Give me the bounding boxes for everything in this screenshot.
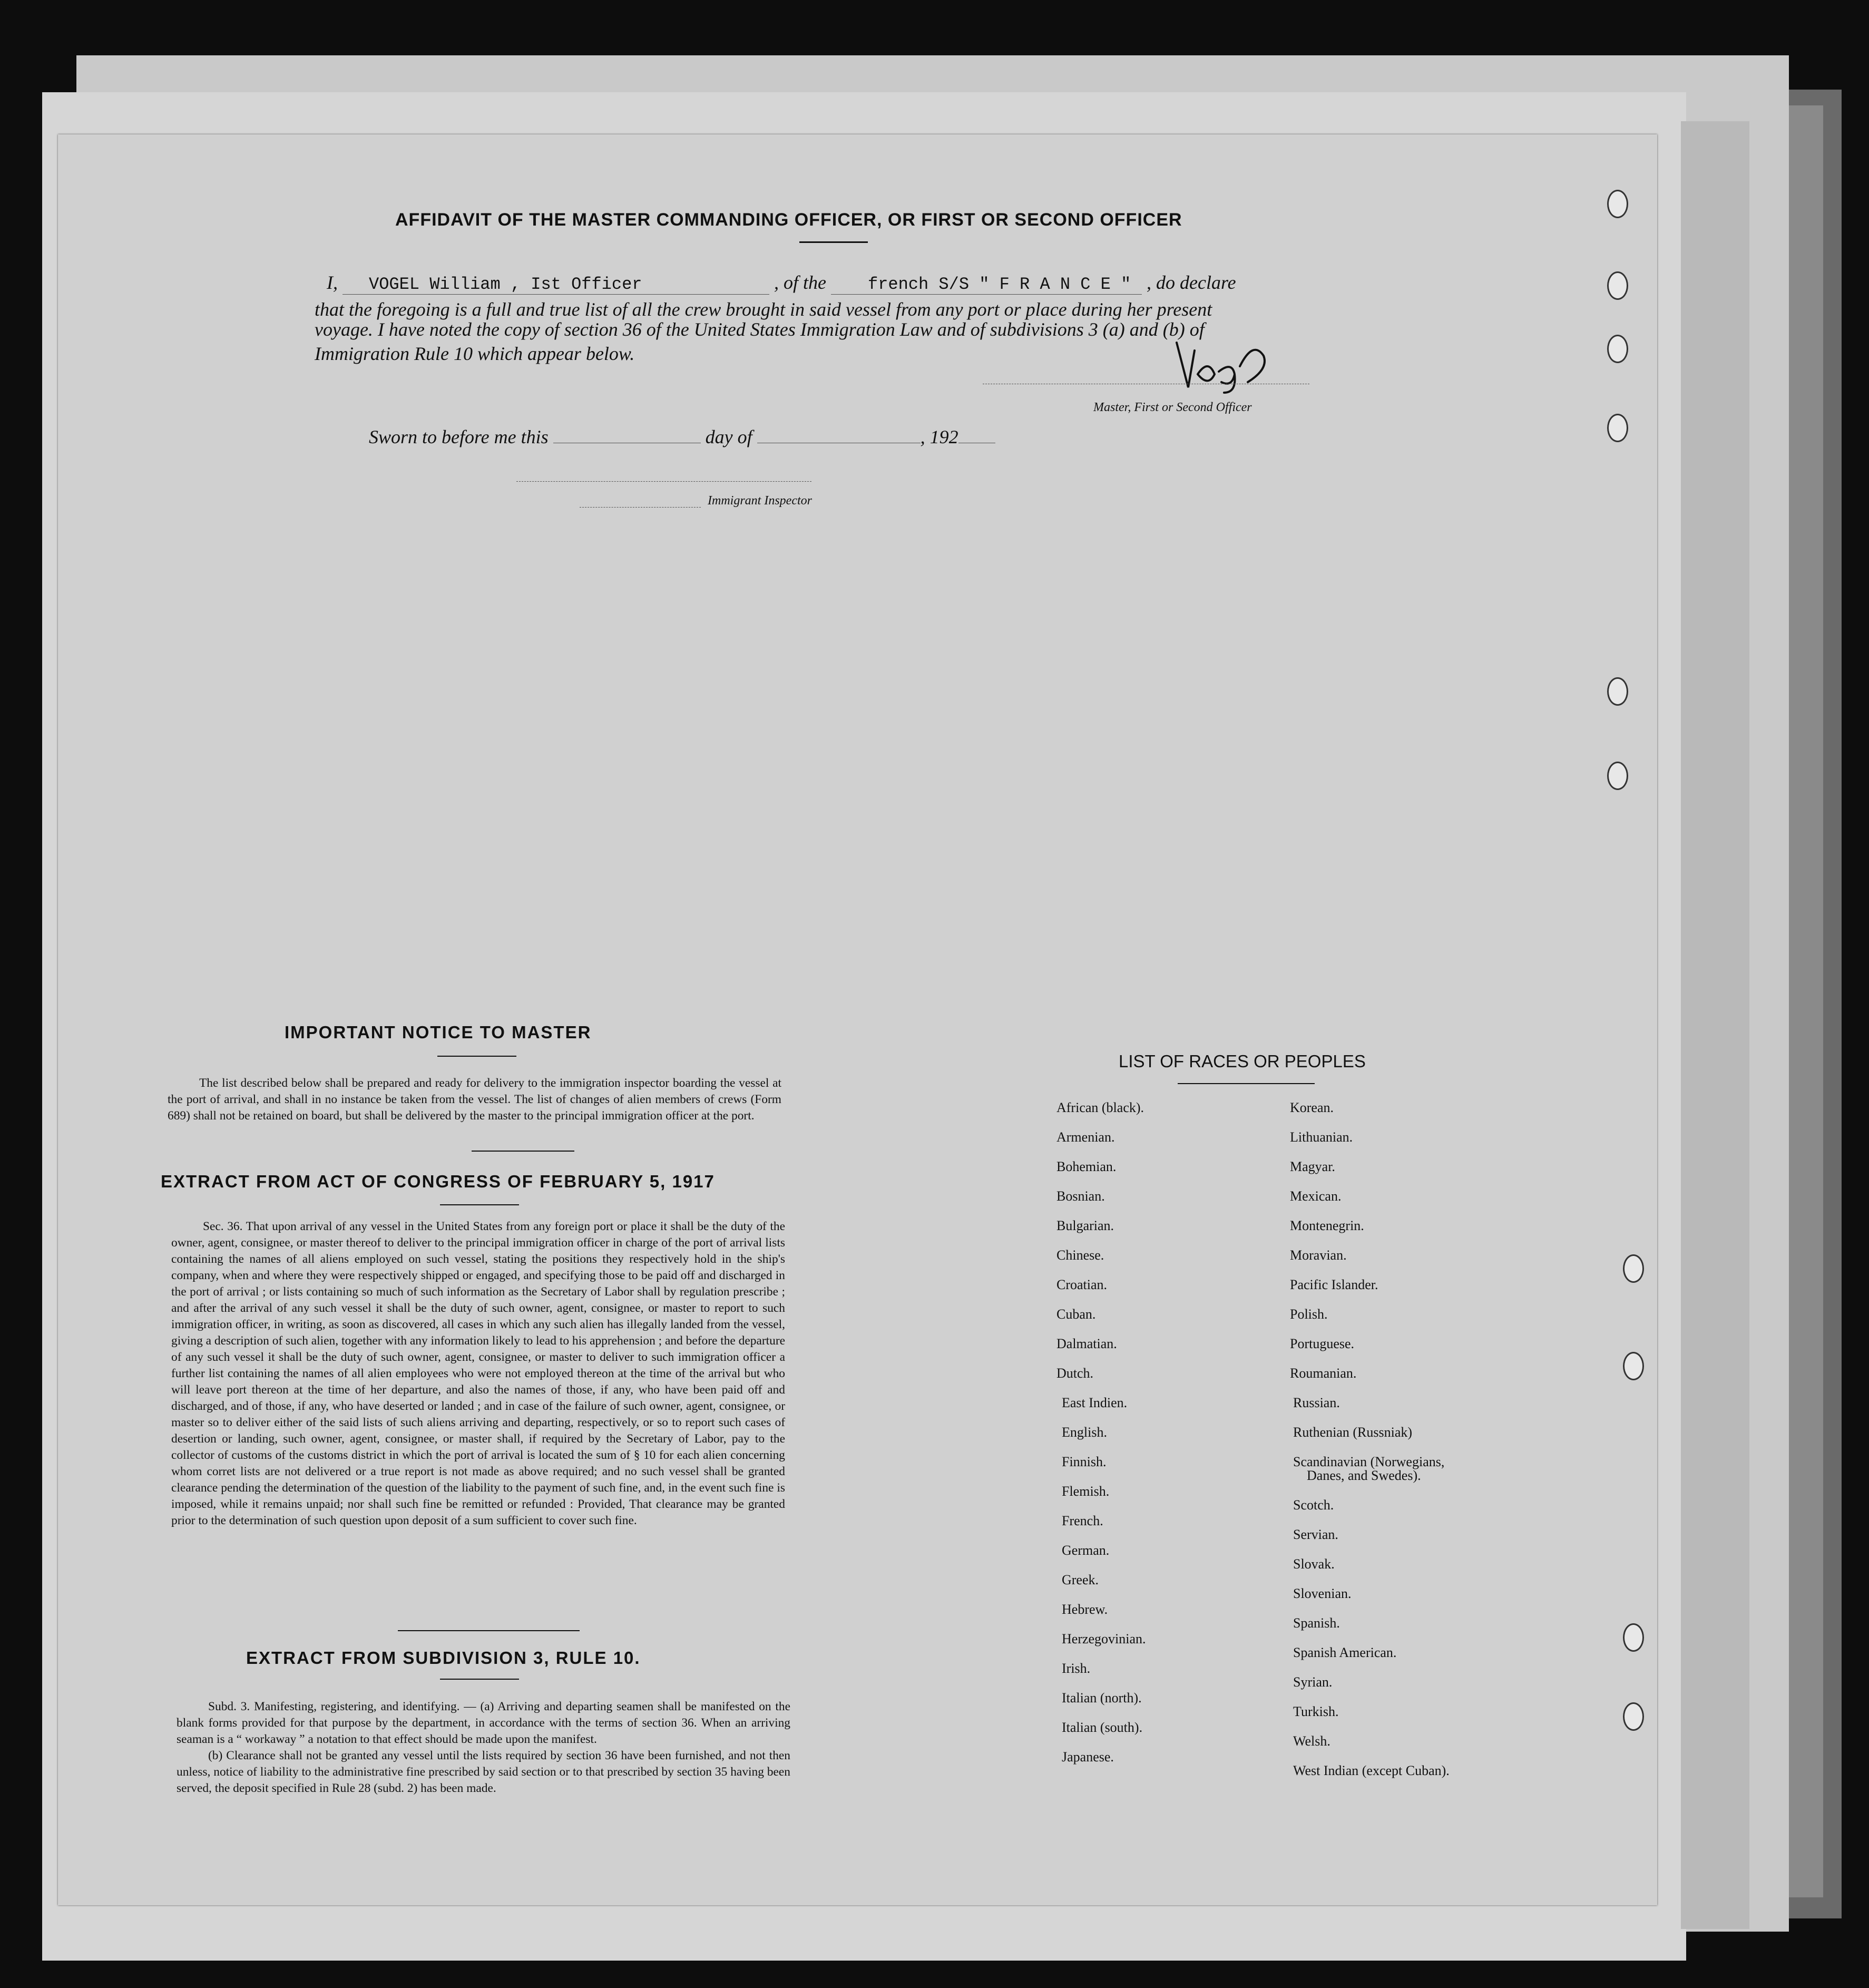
binder-hole <box>1623 1623 1644 1652</box>
notice-title: IMPORTANT NOTICE TO MASTER <box>285 1022 592 1042</box>
race-item: Hebrew. <box>1062 1602 1108 1617</box>
race-item: Croatian. <box>1056 1277 1108 1292</box>
race-item: Irish. <box>1062 1661 1091 1676</box>
notice-paragraph: The list described below shall be prepared and ready for delivery to the immigration inspector boarding the vessel at the port of arrival, and shall in no instance be taken from the vessel. The list of changes of alien members of crews (Form 689) shall not be retained on board, but shall be delivered by the master to the principal immigration officer at the port. <box>168 1076 781 1123</box>
race-item: Japanese. <box>1062 1749 1114 1765</box>
race-item: Spanish. <box>1293 1615 1340 1631</box>
binder-hole <box>1607 762 1628 790</box>
notice-end-rule <box>472 1151 574 1152</box>
declaration-line-2: that the foregoing is a full and true list of all the crew brought in said vessel from any port or place during her present <box>315 299 1212 320</box>
race-item: Syrian. <box>1293 1674 1333 1690</box>
declaration-i: I, <box>327 272 338 293</box>
binder-hole <box>1623 1352 1644 1380</box>
race-item: German. <box>1062 1543 1110 1558</box>
race-item: Greek. <box>1062 1572 1099 1587</box>
binder-hole <box>1607 190 1628 218</box>
race-item: Portuguese. <box>1290 1336 1355 1351</box>
sworn-line <box>369 426 995 448</box>
act-rule <box>440 1204 519 1205</box>
act-title: EXTRACT FROM ACT OF CONGRESS OF FEBRUARY 5, 1917 <box>161 1172 715 1191</box>
act-end-rule <box>398 1630 580 1631</box>
race-item: Welsh. <box>1293 1733 1330 1749</box>
title-rule <box>799 241 868 243</box>
inspector-signature-line <box>516 481 811 482</box>
race-item: Italian (south). <box>1062 1720 1143 1735</box>
race-item: West Indian (except Cuban). <box>1293 1763 1450 1778</box>
race-item: Spanish American. <box>1293 1645 1397 1660</box>
race-item: Dutch. <box>1056 1366 1094 1381</box>
binder-hole <box>1607 335 1628 363</box>
race-item: Bosnian. <box>1056 1188 1105 1204</box>
race-item: Chinese. <box>1056 1248 1104 1263</box>
vessel-name: french S/S " F R A N C E " <box>831 275 1142 295</box>
back-page-edge <box>1681 121 1749 1929</box>
year-label: , 192 <box>920 426 958 447</box>
binder-hole <box>1623 1702 1644 1731</box>
race-item: Bulgarian. <box>1056 1218 1114 1233</box>
binder-hole <box>1607 414 1628 442</box>
race-item: Finnish. <box>1062 1454 1107 1469</box>
race-item: Roumanian. <box>1290 1366 1357 1381</box>
race-item: Scotch. <box>1293 1497 1334 1513</box>
of-the-label: , of the <box>774 272 826 293</box>
binder-holes <box>1607 184 1639 1766</box>
race-item: Magyar. <box>1290 1159 1335 1174</box>
act-section-36: Sec. 36. That upon arrival of any vessel in the United States from any foreign port or place it shall be the duty of the owner, agent, consignee, or master thereof to deliver to the principal immigration officer in charge of the port of arrival lists containing the names of all aliens employed on such vessel, stating the positions they respectively hold in the ship's company, when and where they were respectively shipped or engaged, and specifying those to be paid off and discharged in the port of arrival ; or lists containing so much of such information as the Secretary of Labor shall by regulation prescribe ; and after the arrival of any such vessel it shall be the duty of such owner, agent, consignee, or master to report to such immigration officer, in writing, as soon as discovered, all cases in which any such alien has illegally landed from the vessel, giving a description of such alien, together with any information likely to lead to his apprehension ; and before the departure of any such vessel it shall be the duty of such owner, agent, consignee, or master to deliver to such immigration officer a further list containing the names of all alien employees who were not employed thereon at the time of the arrival but who will leave port thereon at the time of her departure, and also the names of those, if any, who have been paid off and discharged, and of those, if any, who have deserted or landed ; and in case of the failure of such owner, agent, consignee, or master so to deliver either of the said lists of such aliens arriving and departing, respectively, or so to report such cases of desertion or landing, such owner, agent, consignee, or master shall, if required by the Secretary of Labor, pay to the collector of customs of the customs district in which the port of arrival is located the sum of § 10 for each alien concerning whom corret lists are not delivered or a true report is not made as above required; and no such vessel shall be granted clearance pending the determination of the question of the liability to the payment of such fine, and, in the event such fine is imposed, while it remains unpaid; nor shall such fine be remitted or refunded : Provided, That clearance may be granted prior to the determination of such question upon deposit of a sum sufficient to cover such fine. <box>171 1220 785 1527</box>
race-item: French. <box>1062 1513 1103 1528</box>
race-item: Cuban. <box>1056 1307 1096 1322</box>
race-item: Russian. <box>1293 1395 1340 1410</box>
declaration-line-3: voyage. I have noted the copy of section 36 of the United States Immigration Law and of subdivisions 3 (a) and (b) of <box>315 319 1205 340</box>
race-item: Scandinavian (Norwegians, <box>1293 1454 1445 1469</box>
binder-hole <box>1623 1254 1644 1283</box>
race-item: Bohemian. <box>1056 1159 1117 1174</box>
race-item: Slovenian. <box>1293 1586 1352 1601</box>
inspector-caption-line <box>580 507 701 508</box>
race-item: Danes, and Swedes). <box>1307 1468 1421 1483</box>
rule-subdivision-a: Subd. 3. Manifesting, registering, and identifying. — (a) Arriving and departing seamen shall be manifested on the blank forms provided for that purpose by the department, in accordance with the terms of section 36. When an arriving seaman is a “ workaway ” a notation to that effect should be made upon the manifest. <box>177 1700 790 1746</box>
race-item: Korean. <box>1290 1100 1334 1115</box>
inspector-caption: Immigrant Inspector <box>708 494 812 508</box>
race-item: Armenian. <box>1056 1129 1115 1145</box>
affidavit-title: AFFIDAVIT OF THE MASTER COMMANDING OFFICER, OR FIRST OR SECOND OFFICER <box>395 210 1182 230</box>
race-item: Moravian. <box>1290 1248 1347 1263</box>
day-of-label: day of <box>705 426 752 447</box>
races-title: LIST OF RACES OR PEOPLES <box>1119 1051 1366 1071</box>
binder-hole <box>1607 271 1628 300</box>
race-item: Slovak. <box>1293 1556 1335 1572</box>
sworn-prefix: Sworn to before me this <box>369 426 549 447</box>
race-item: Pacific Islander. <box>1290 1277 1378 1292</box>
rule-title-rule <box>440 1679 519 1680</box>
rule-body <box>177 1699 790 1797</box>
race-item: English. <box>1062 1425 1107 1440</box>
declaration-line-4: Immigration Rule 10 which appear below. <box>315 343 635 364</box>
race-item: East Indien. <box>1062 1395 1128 1410</box>
officer-signature-caption: Master, First or Second Officer <box>1093 401 1252 414</box>
race-item: Ruthenian (Russniak) <box>1293 1425 1413 1440</box>
race-item: Lithuanian. <box>1290 1129 1353 1145</box>
race-item: Polish. <box>1290 1307 1328 1322</box>
race-item: Montenegrin. <box>1290 1218 1364 1233</box>
notice-body <box>168 1075 781 1124</box>
officer-signature <box>1172 337 1278 395</box>
act-body <box>171 1219 785 1529</box>
race-item: Herzegovinian. <box>1062 1631 1146 1646</box>
race-item: Turkish. <box>1293 1704 1339 1719</box>
race-item: African (black). <box>1056 1100 1144 1115</box>
declaration-line-1 <box>327 271 1236 295</box>
race-item: Servian. <box>1293 1527 1338 1542</box>
race-item: Italian (north). <box>1062 1690 1142 1706</box>
do-declare-label: , do declare <box>1146 272 1236 293</box>
document-page <box>58 134 1657 1905</box>
notice-rule <box>437 1056 516 1057</box>
binder-hole <box>1607 677 1628 706</box>
race-item: Flemish. <box>1062 1484 1110 1499</box>
rule-title: EXTRACT FROM SUBDIVISION 3, RULE 10. <box>246 1648 641 1668</box>
declarant-name: VOGEL William , Ist Officer <box>343 275 769 295</box>
race-item: Dalmatian. <box>1056 1336 1117 1351</box>
rule-subdivision-b: (b) Clearance shall not be granted any vessel until the lists required by section 36 have been furnished, and not then unless, notice of liability to the administrative fine prescribed by said section or to that prescribed by section 35 having been served, the deposit specified in Rule 28 (subd. 2) has been made. <box>177 1749 790 1795</box>
race-item: Mexican. <box>1290 1188 1342 1204</box>
races-rule <box>1178 1083 1315 1084</box>
